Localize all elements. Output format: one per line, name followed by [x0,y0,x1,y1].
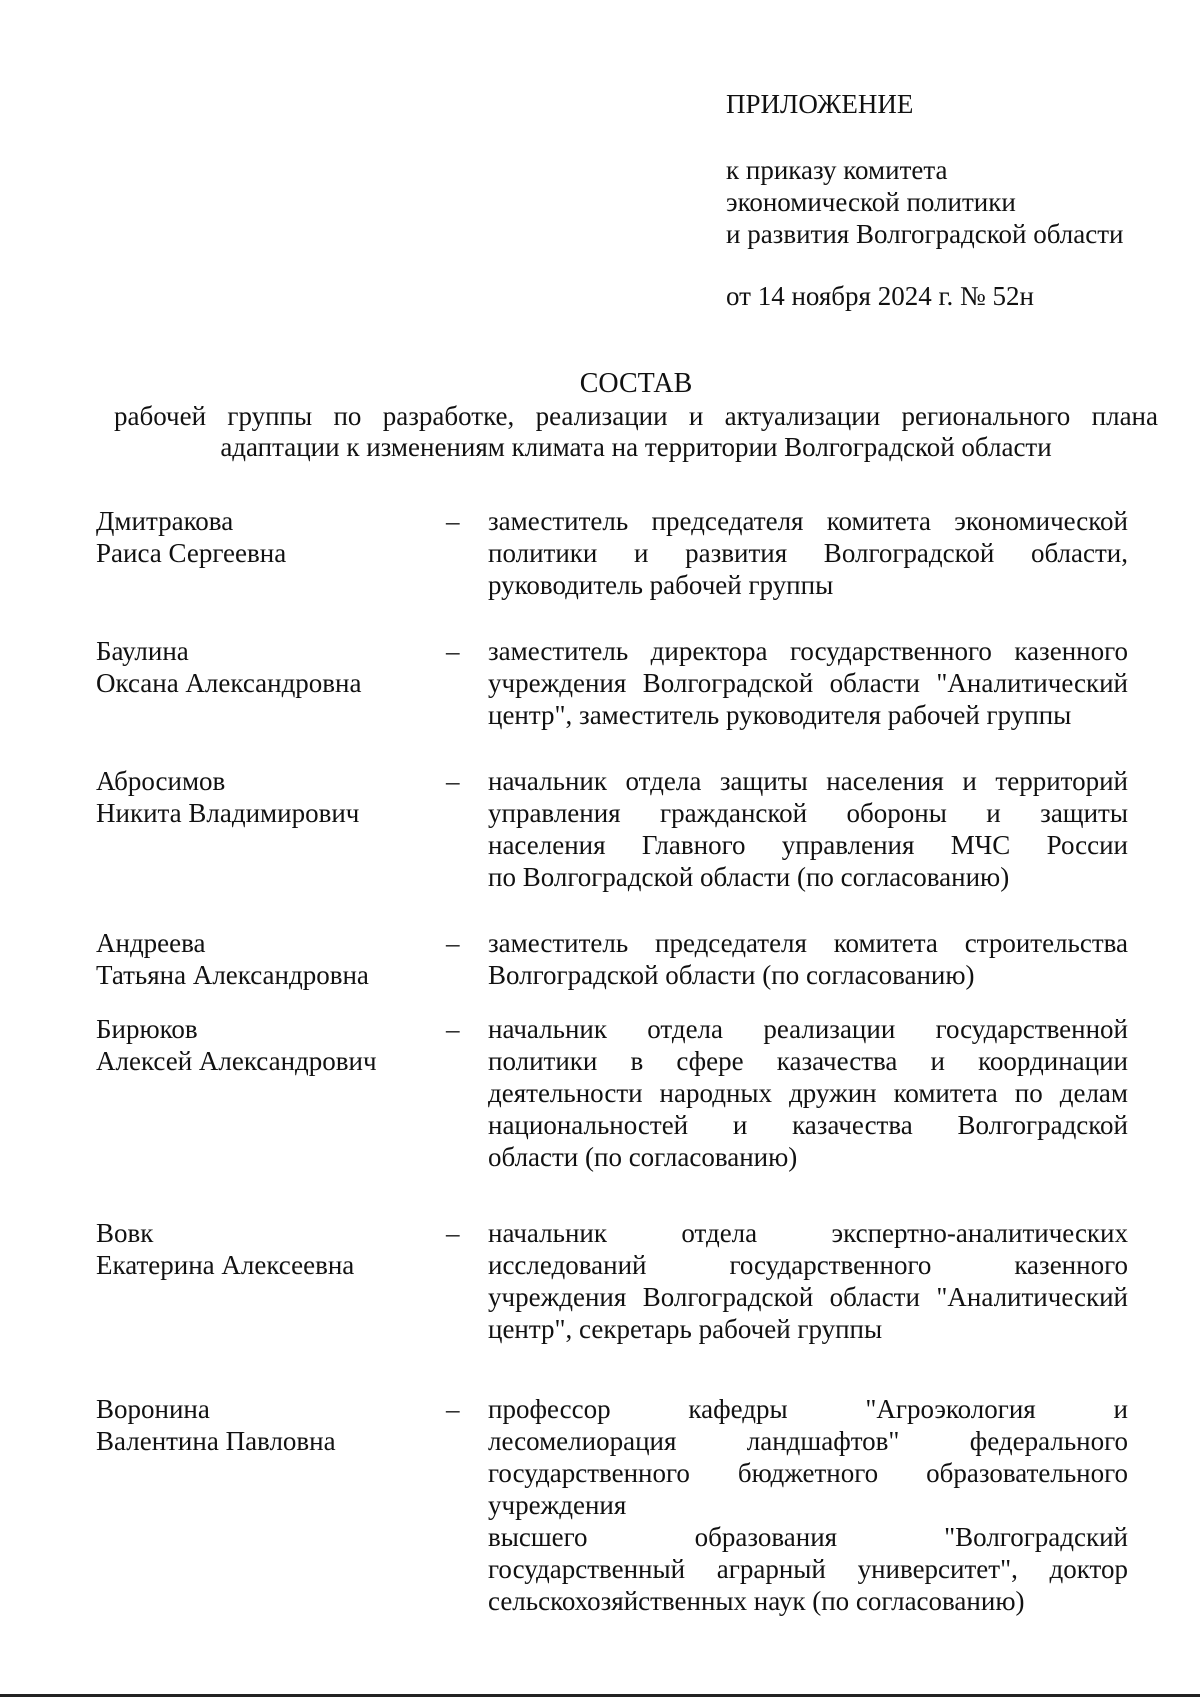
member-surname: Абросимов [96,766,226,796]
member-entry [96,1393,1128,1617]
member-position [488,635,1128,731]
member-surname: Баулина [96,636,189,666]
member-position [488,927,1128,991]
position-line: начальник отдела защиты населения и территорий [488,766,1128,796]
member-name [96,1393,440,1617]
position-line: деятельности народных дружин комитета по делам [488,1078,1128,1108]
member-given-names: Алексей Александрович [96,1046,377,1076]
member-position [488,1013,1128,1173]
member-surname: Дмитракова [96,506,234,536]
document-subtitle-line: рабочей группы по разработке, реализации и актуализации регионального плана [114,401,1158,431]
member-name [96,927,440,991]
position-line: государственный аграрный университет", доктор [488,1554,1128,1584]
position-line: руководитель рабочей группы [488,570,834,600]
position-line: заместитель директора государственного казенного [488,636,1128,666]
member-entry [96,765,1128,893]
member-entry [96,1217,1128,1345]
member-name [96,1217,440,1345]
dash-separator: – [446,1218,460,1248]
position-line: политики в сфере казачества и координации [488,1046,1128,1076]
dash-separator: – [446,1394,460,1424]
member-position [488,765,1128,893]
appendix-ref-line: к приказу комитета [726,155,948,185]
position-line: центр", секретарь рабочей группы [488,1314,883,1344]
position-line: заместитель председателя комитета экономической [488,506,1128,536]
document-title-block [110,368,1162,463]
appendix-block [726,88,1123,312]
position-line: заместитель председателя комитета строительства [488,928,1128,958]
position-line: управления гражданской обороны и защиты [488,798,1128,828]
position-line: учреждения Волгоградской области "Аналитический [488,668,1128,698]
members-list [96,505,1128,1617]
appendix-reference [726,154,1123,250]
position-line: профессор кафедры "Агроэкология и [488,1394,1128,1424]
member-name [96,635,440,731]
member-name [96,765,440,893]
position-line: начальник отдела экспертно-аналитических [488,1218,1128,1248]
position-line: исследований государственного казенного [488,1250,1128,1280]
appendix-date: от 14 ноября 2024 г. № 52н [726,281,1034,311]
appendix-heading: ПРИЛОЖЕНИЕ [726,89,914,119]
member-position [488,1217,1128,1345]
member-name [96,505,440,601]
position-line: учреждения Волгоградской области "Аналитический [488,1282,1128,1312]
position-line: национальностей и казачества Волгоградской [488,1110,1128,1140]
position-line: политики и развития Волгоградской области, [488,538,1128,568]
member-surname: Воронина [96,1394,210,1424]
member-given-names: Валентина Павловна [96,1426,336,1456]
member-position [488,1393,1128,1617]
member-given-names: Татьяна Александровна [96,960,369,990]
member-entry [96,635,1128,731]
member-entry [96,505,1128,601]
dash-separator: – [446,928,460,958]
position-line: населения Главного управления МЧС России [488,830,1128,860]
document-subtitle-line: адаптации к изменениям климата на территории Волгоградской области [220,432,1052,462]
position-line: начальник отдела реализации государственной [488,1014,1128,1044]
position-line: сельскохозяйственных наук (по согласованию) [488,1586,1025,1616]
position-line: по Волгоградской области (по согласованию) [488,862,1010,892]
position-line: Волгоградской области (по согласованию) [488,960,975,990]
position-line: государственного бюджетного образовательного [488,1458,1128,1488]
member-position [488,505,1128,601]
member-entry [96,927,1128,991]
position-line: учреждения [488,1490,627,1520]
position-line: области (по согласованию) [488,1142,798,1172]
dash-separator: – [446,506,460,536]
dash-separator: – [446,766,460,796]
position-line: лесомелиорация ландшафтов" федерального [488,1426,1128,1456]
member-given-names: Никита Владимирович [96,798,360,828]
member-surname: Бирюков [96,1014,198,1044]
position-line: центр", заместитель руководителя рабочей группы [488,700,1072,730]
member-name [96,1013,440,1173]
dash-separator: – [446,1014,460,1044]
member-given-names: Оксана Александровна [96,668,362,698]
dash-separator: – [446,636,460,666]
appendix-ref-line: экономической политики [726,187,1016,217]
member-entry [96,1013,1128,1173]
position-line: высшего образования "Волгоградский [488,1522,1128,1552]
member-surname: Андреева [96,928,206,958]
member-surname: Вовк [96,1218,154,1248]
member-given-names: Раиса Сергеевна [96,538,287,568]
document-title: СОСТАВ [579,368,693,399]
appendix-ref-line: и развития Волгоградской области [726,219,1124,249]
member-given-names: Екатерина Алексеевна [96,1250,355,1280]
